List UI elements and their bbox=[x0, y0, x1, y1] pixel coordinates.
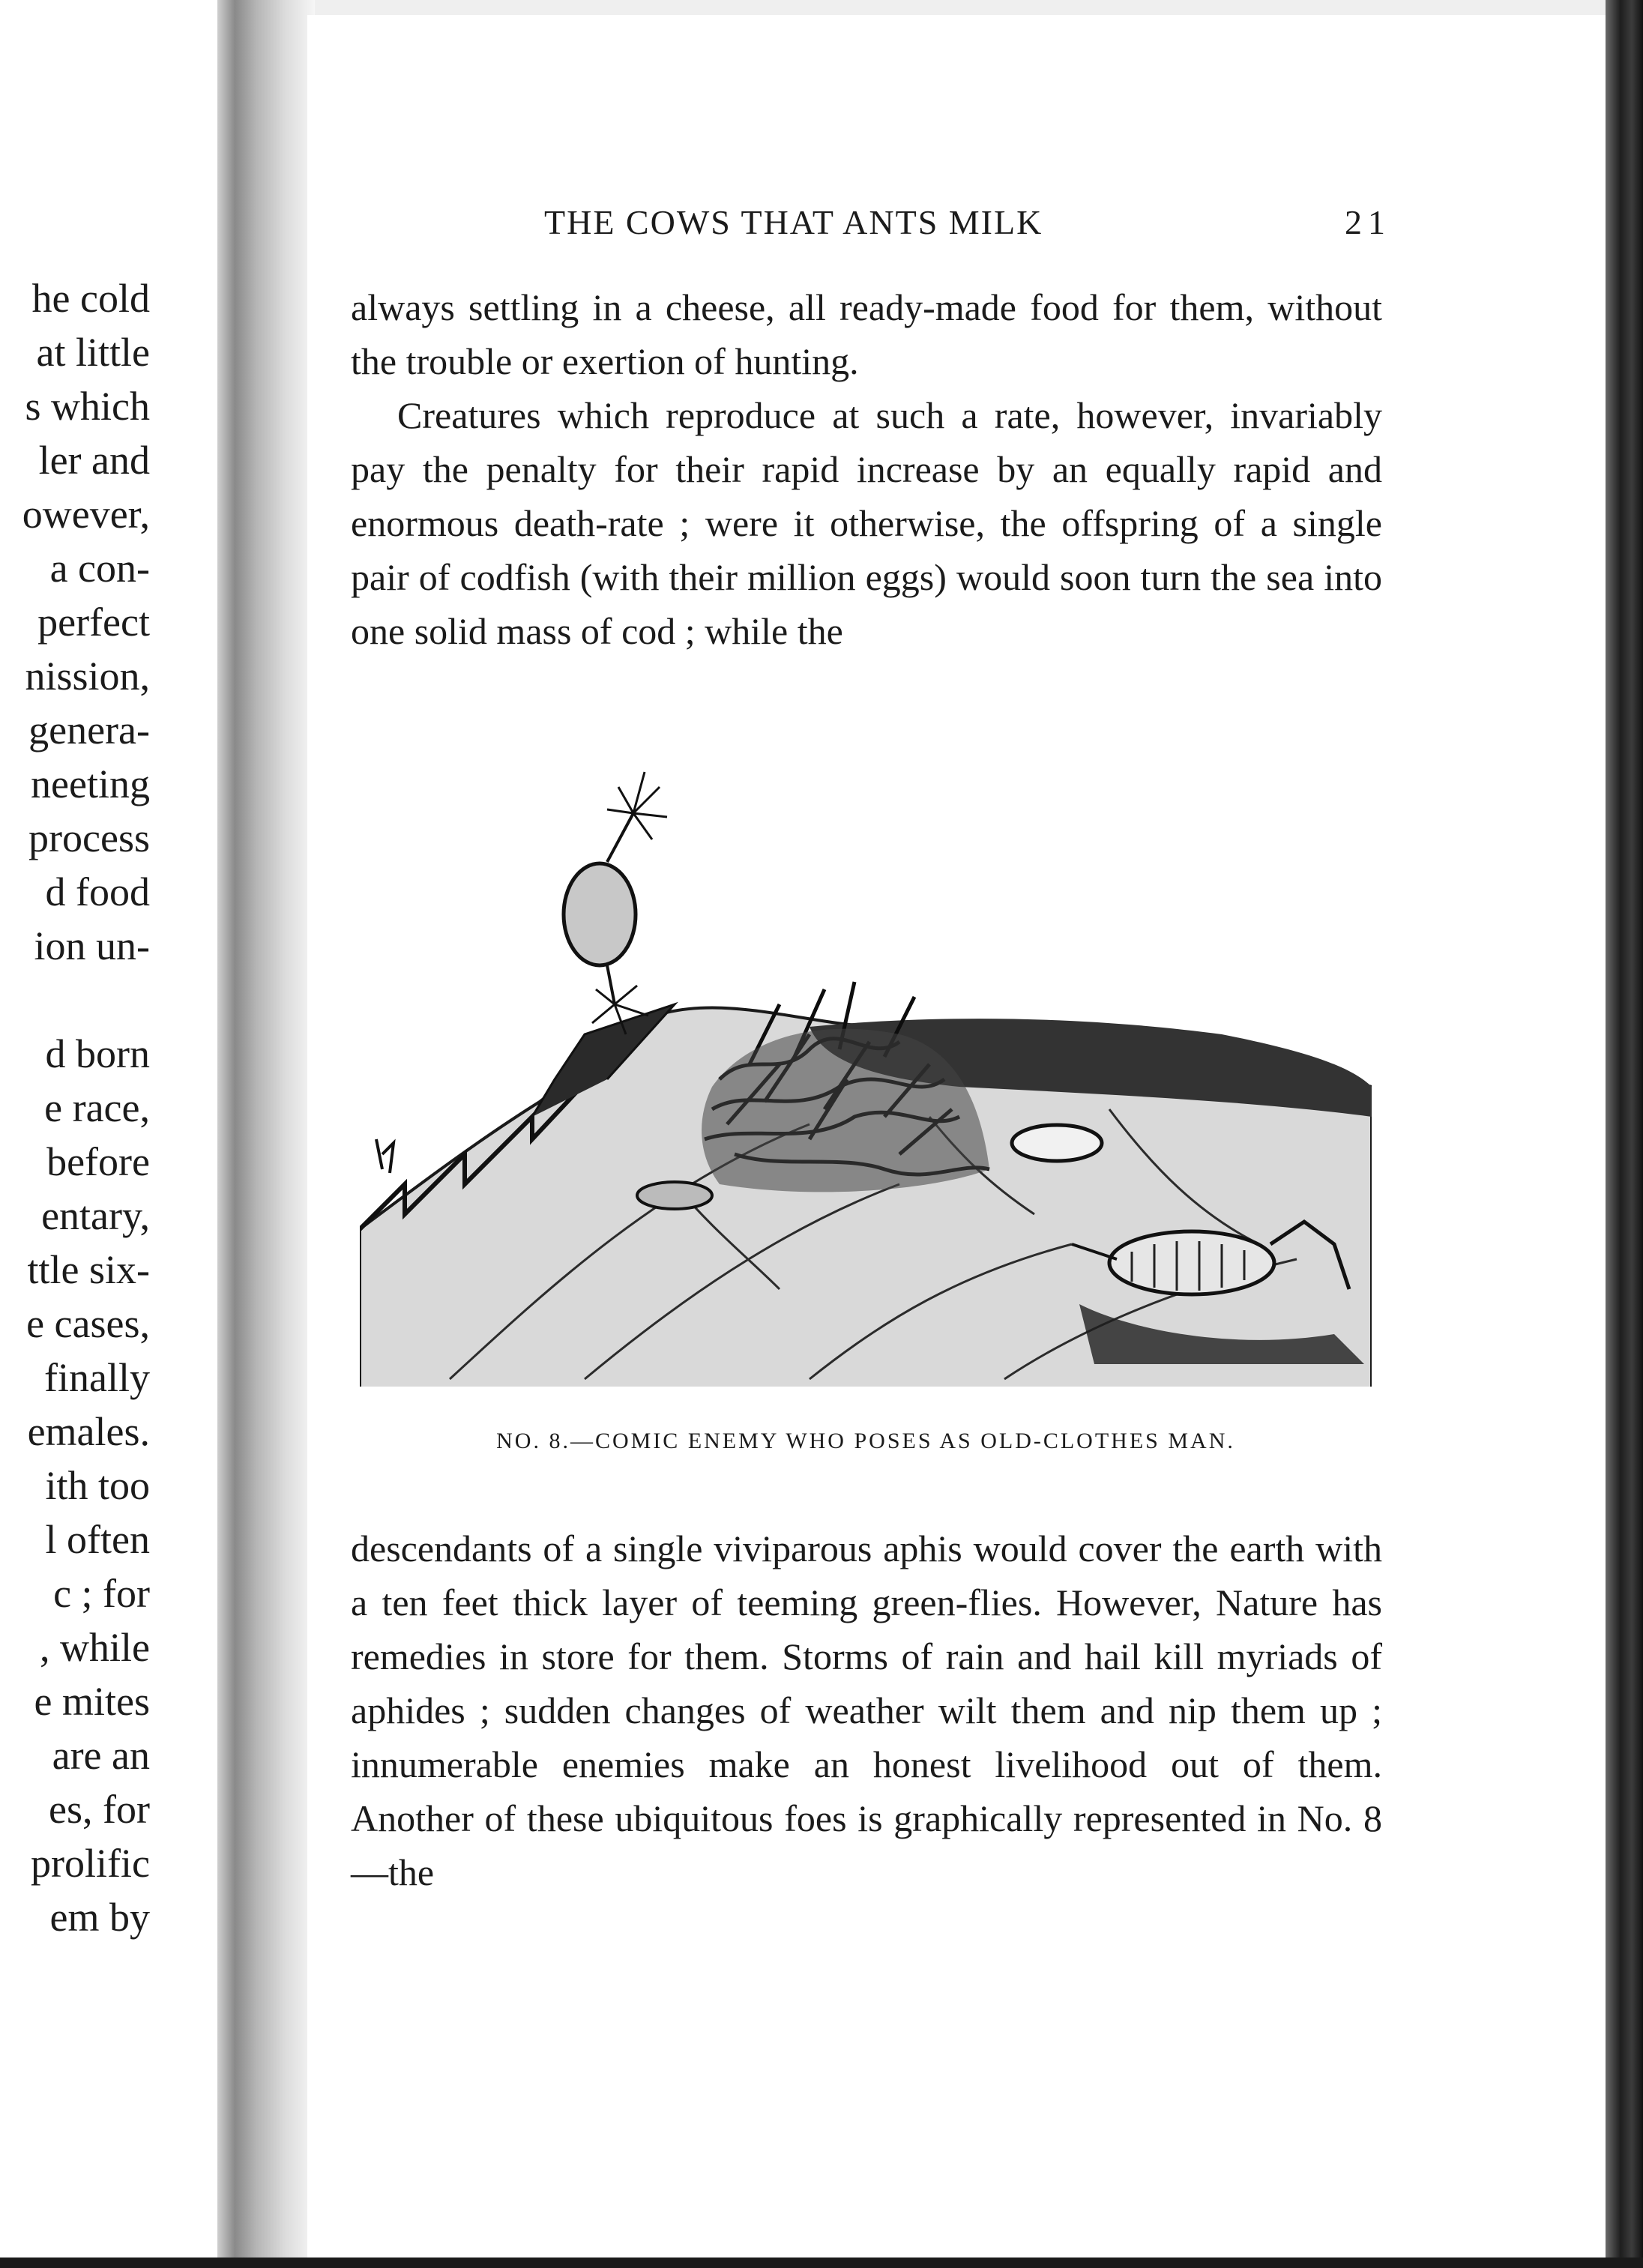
left-line bbox=[0, 973, 150, 1027]
left-line: emales. bbox=[27, 1409, 150, 1454]
left-line: d born bbox=[45, 1031, 150, 1076]
paragraph-after-figure: descendants of a single viviparous aphis would cover the earth with a ten feet thick layer of teeming green-flies. However, Nature has remedies in store for them. Storms of rain and hail kill myriads of aphides ; sudden changes of weather wilt them and nip them up ; innumerable enemies make an honest livelihood out of them. Another of these ubiquitous foes is graphically represented in No. 8—the bbox=[351, 1527, 1382, 1893]
bottom-edge bbox=[0, 2258, 1643, 2268]
left-line: s which bbox=[25, 384, 150, 429]
aphis-enemy-illustration bbox=[360, 764, 1372, 1387]
left-line: are an bbox=[52, 1733, 150, 1778]
running-title: THE COWS THAT ANTS MILK bbox=[544, 203, 1043, 241]
left-line: process bbox=[28, 815, 150, 860]
body-text-top bbox=[351, 280, 1382, 658]
left-line: entary, bbox=[41, 1193, 150, 1238]
left-line: d food bbox=[45, 869, 150, 914]
left-line: nission, bbox=[25, 654, 150, 699]
page-edge bbox=[1606, 0, 1643, 2268]
left-line: finally bbox=[44, 1355, 150, 1400]
left-line: ttle six- bbox=[27, 1247, 150, 1292]
left-line: e race, bbox=[44, 1085, 150, 1130]
left-line: he cold bbox=[31, 276, 150, 321]
left-line: neeting bbox=[31, 761, 150, 806]
book-gutter-shadow bbox=[217, 0, 315, 2268]
left-line: em by bbox=[49, 1895, 150, 1940]
left-line: ion un- bbox=[34, 923, 150, 968]
left-page-text bbox=[0, 271, 150, 1944]
left-line: ler and bbox=[38, 438, 150, 483]
paragraph-continuation: always settling in a cheese, all ready-made food for them, without the trouble or exertion of hunting. bbox=[351, 286, 1382, 382]
paragraph-creatures: Creatures which reproduce at such a rate, however, invariably pay the penalty for their rapid increase by an equally rapid and enormous death-rate ; were it otherwise, the offspring of a single pair of codfish (with their million eggs) would soon turn the sea into one solid mass of cod ; while the bbox=[351, 394, 1382, 652]
left-line: owever, bbox=[22, 492, 150, 537]
left-line: ith too bbox=[45, 1463, 150, 1508]
left-line: a con- bbox=[49, 546, 150, 591]
left-line: , while bbox=[40, 1625, 150, 1670]
left-line: e mites bbox=[34, 1679, 150, 1724]
left-line: before bbox=[46, 1139, 150, 1184]
figure-illustration bbox=[360, 764, 1372, 1387]
left-facing-page bbox=[0, 0, 225, 2268]
figure-caption: NO. 8.—COMIC ENEMY WHO POSES AS OLD-CLOTHES MAN. bbox=[496, 1429, 1235, 1453]
left-line: c ; for bbox=[53, 1571, 150, 1616]
left-line: at little bbox=[36, 330, 150, 375]
left-line: e cases, bbox=[26, 1301, 150, 1346]
left-line: l often bbox=[45, 1517, 150, 1562]
body-text-bottom bbox=[351, 1521, 1382, 1899]
left-line: es, for bbox=[49, 1787, 150, 1832]
left-line: prolific bbox=[31, 1841, 150, 1886]
left-line: perfect bbox=[37, 600, 150, 645]
left-line: genera- bbox=[28, 708, 150, 753]
page-number: 21 bbox=[1345, 203, 1391, 241]
